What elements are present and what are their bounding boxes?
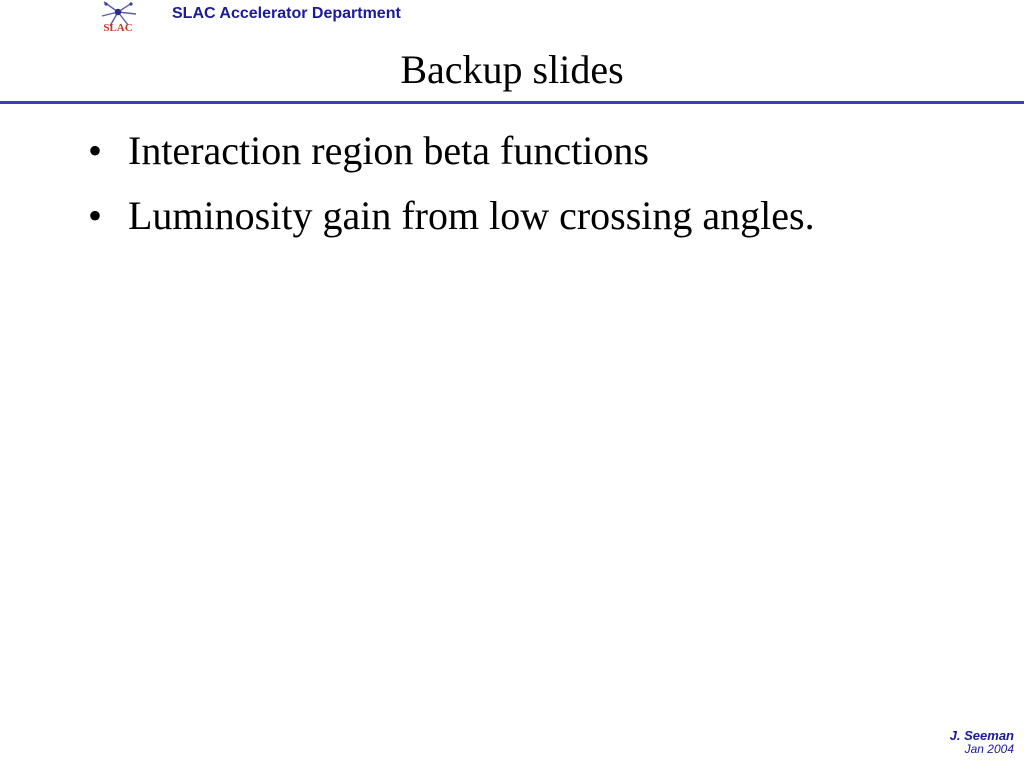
bullet-text: Interaction region beta functions xyxy=(128,128,649,173)
presentation-date: Jan 2004 xyxy=(964,742,1014,756)
bullet-text: Luminosity gain from low crossing angles. xyxy=(128,193,815,238)
bullet-icon: • xyxy=(88,193,103,238)
header-divider xyxy=(0,101,1024,104)
slide-title: Backup slides xyxy=(400,47,624,92)
department-name: SLAC Accelerator Department xyxy=(172,5,401,22)
bullet-list xyxy=(88,128,815,258)
author-name: J. Seeman xyxy=(949,728,1014,743)
slac-logo-icon xyxy=(98,0,138,36)
list-item xyxy=(88,128,815,174)
slac-logo-text: SLAC xyxy=(103,22,133,34)
bullet-icon: • xyxy=(88,128,103,173)
list-item xyxy=(88,193,815,239)
